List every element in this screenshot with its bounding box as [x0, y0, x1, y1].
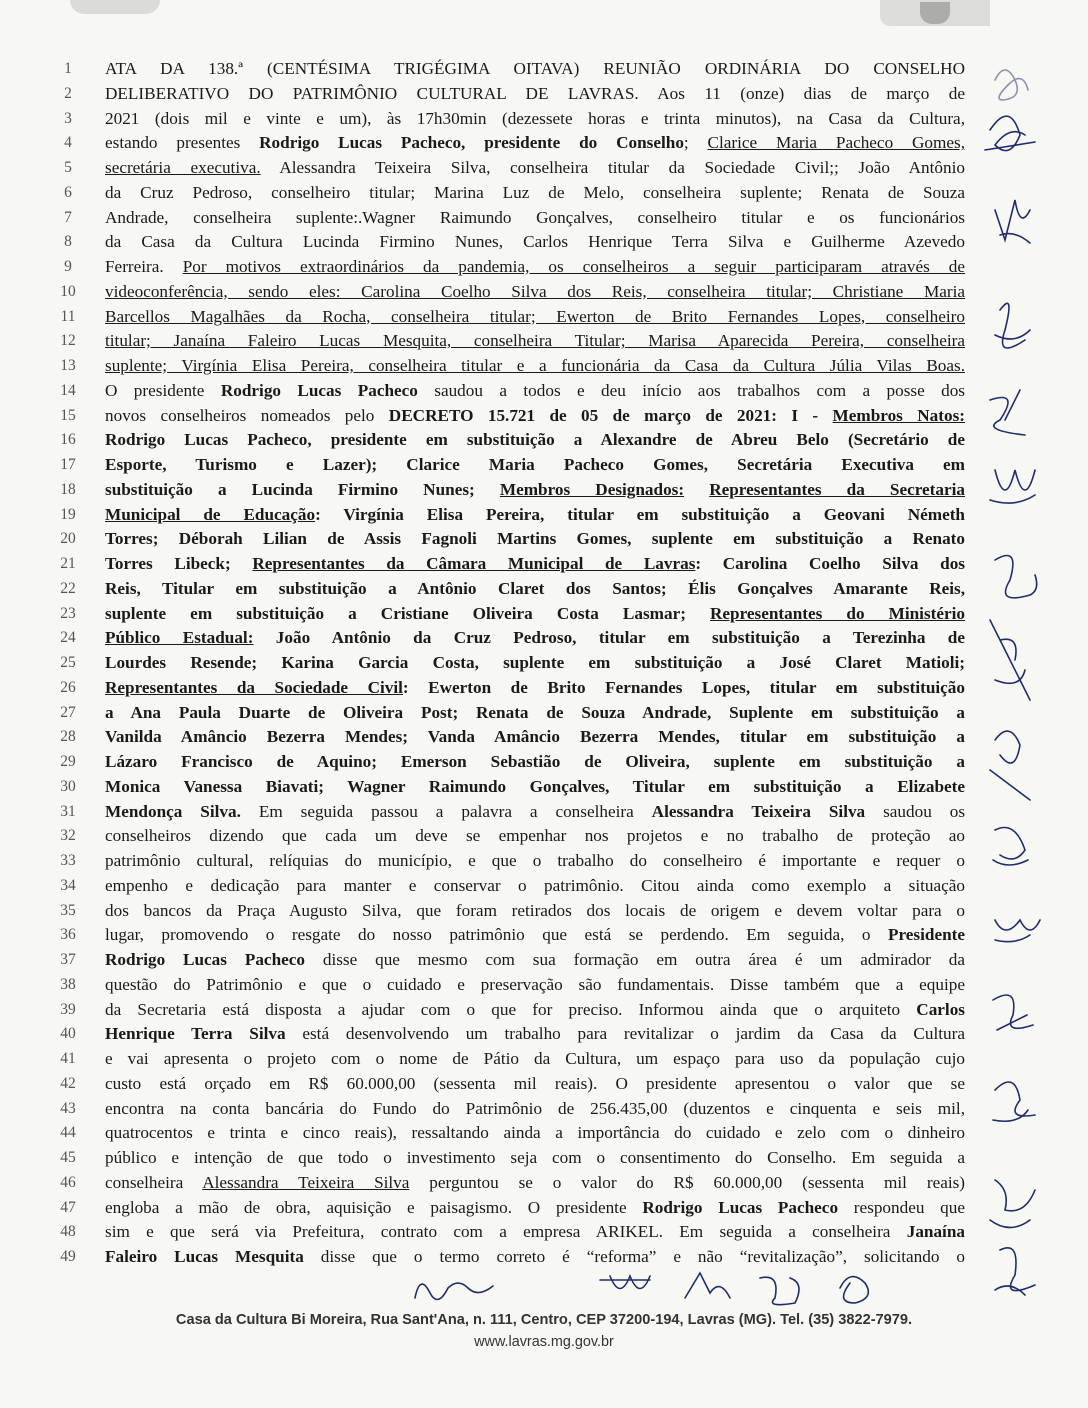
signature-mark-5: [990, 390, 1025, 435]
line-number: 16: [60, 431, 76, 449]
line-text: [105, 280, 965, 305]
text-run: Rodrigo Lucas Pacheco, presidente do Conselho: [259, 133, 684, 153]
text-line: [55, 998, 965, 1023]
line-text: [105, 379, 965, 404]
line-number: 7: [64, 208, 72, 226]
text-run: engloba a mão de obra, aquisição e paisagismo. O presidente: [105, 1197, 643, 1217]
line-number: 49: [60, 1248, 76, 1265]
line-text: [105, 899, 965, 924]
text-run: Mendonça Silva.: [105, 801, 241, 821]
line-text: [105, 874, 965, 899]
text-run: Rodrigo Lucas Pacheco, presidente em substituição a Alexandre de Abreu Belo (Secretário de: [105, 430, 965, 450]
line-number: 36: [60, 926, 76, 944]
line-number: 32: [60, 827, 76, 845]
line-number: 28: [60, 728, 76, 746]
text-line: [55, 750, 965, 775]
bottom-signatures: [400, 1268, 960, 1308]
line-number: 41: [60, 1050, 76, 1067]
text-run: : Virgínia Elisa Pereira, titular em substituição a Geovani Németh: [315, 504, 965, 524]
line-text: [105, 305, 965, 330]
margin-signatures: [975, 40, 1055, 1320]
line-number: 2: [64, 84, 72, 102]
line-number: 5: [64, 159, 72, 176]
text-line: [55, 800, 965, 825]
text-run: da Secretaria está disposta a ajudar com o que for preciso. Informou ainda que o arquiteto: [105, 999, 917, 1019]
text-run: disse que o termo correto é “reforma” e não “revitalização”, solicitando o: [303, 1247, 965, 1266]
text-run: Rodrigo Lucas Pacheco: [642, 1197, 839, 1217]
line-text: [105, 676, 965, 701]
line-text: [105, 156, 965, 181]
text-run: : Ewerton de Brito Fernandes Lopes, titular em substituição: [402, 677, 965, 697]
text-run: Henrique Terra Silva: [105, 1024, 286, 1044]
line-number: 42: [60, 1074, 76, 1092]
signature-mark-13: [993, 1082, 1035, 1121]
line-number: 44: [60, 1124, 76, 1142]
text-line: [55, 428, 965, 453]
line-number: 46: [60, 1173, 76, 1191]
text-run: O presidente: [105, 380, 221, 400]
text-line: [55, 899, 965, 924]
text-run: público e intenção de que todo o investimento seja com o consentimento do Conselho. Em seguida a: [105, 1148, 965, 1167]
text-run: saudou os: [865, 801, 966, 821]
text-run: Lázaro Francisco de Aquino; Emerson Sebastião de Oliveira, suplente em substituição a: [105, 752, 965, 771]
text-line: [55, 1220, 965, 1245]
text-run: João Antônio da Cruz Pedroso, titular em substituição a Terezinha de: [253, 628, 965, 648]
text-line: [55, 874, 965, 899]
text-run: Representantes da Sociedade Civil: [105, 677, 403, 697]
signature-bottom-4: [760, 1277, 799, 1305]
text-run: Clarice Maria Pacheco Gomes,: [707, 133, 965, 153]
text-run: conselheiros dizendo que cada um deve se empenhar nos projetos e no trabalho de proteção ao: [105, 826, 965, 846]
text-run: a Ana Paula Duarte de Oliveira Post; Renata de Souza Andrade, Suplente em substituição a: [105, 702, 965, 722]
line-text: [105, 849, 965, 874]
line-number: 39: [60, 1000, 76, 1018]
line-text: [105, 602, 965, 627]
signature-mark-8: [990, 620, 1030, 700]
text-run: Monica Vanessa Biavati; Wagner Raimundo Gonçalves, Titular em substituição a Elizabete: [105, 776, 965, 796]
text-run: 2021 (dois mil e vinte e um), às 17h30min (dezessete horas e trinta minutos), na Casa da Cultura,: [105, 108, 965, 128]
text-line: [55, 280, 965, 305]
text-run: ;: [683, 133, 708, 153]
text-run: Por motivos extraordinários da pandemia, os conselheiros a seguir participaram através de: [182, 257, 965, 276]
text-line: [55, 107, 965, 132]
text-line: [55, 503, 965, 528]
text-line: [55, 1146, 965, 1171]
text-line: [55, 230, 965, 255]
text-run: Presidente: [887, 925, 965, 945]
text-run: Membros Natos:: [832, 405, 965, 425]
line-number: 40: [60, 1025, 76, 1043]
line-number: 3: [64, 109, 72, 127]
line-text: [105, 923, 965, 948]
signature-mark-4: [995, 303, 1030, 348]
text-run: Alessandra Teixeira Silva: [202, 1172, 410, 1192]
top-stamp-left: [70, 0, 160, 14]
text-run: Representantes da Câmara Municipal de Lavras: [252, 554, 696, 573]
signature-mark-7: [995, 556, 1037, 598]
line-number: 47: [60, 1198, 76, 1216]
text-line: [55, 577, 965, 602]
text-line: [55, 849, 965, 874]
text-run: sim e que será via Prefeitura, contrato com a empresa ARIKEL. Em seguida a conselheira: [105, 1222, 907, 1242]
line-text: [105, 1072, 965, 1097]
text-line: [55, 478, 965, 503]
text-run: substituição a Lucinda Firmino Nunes;: [105, 479, 500, 499]
line-text: [105, 230, 965, 255]
footer-website: www.lavras.mg.gov.br: [474, 1334, 614, 1350]
text-line: [55, 651, 965, 676]
line-text: [105, 527, 965, 552]
line-number: 22: [60, 579, 76, 597]
line-text: [105, 1121, 965, 1146]
line-text: [105, 1220, 965, 1245]
line-text: [105, 107, 965, 132]
line-number: 13: [60, 357, 76, 374]
line-number: 45: [60, 1149, 76, 1166]
text-run: secretária executiva.: [105, 158, 261, 177]
text-line: [55, 1171, 965, 1196]
line-text: [105, 1171, 965, 1196]
line-text: [105, 1245, 965, 1270]
text-line: [55, 725, 965, 750]
text-run: Representantes da Secretaria: [709, 479, 965, 499]
signature-bottom-3: [685, 1273, 730, 1298]
text-run: empenho e dedicação para manter e conservar o patrimônio. Citou ainda como exemplo a situação: [105, 875, 965, 895]
text-line: [55, 552, 965, 577]
text-run: Torres; Déborah Lilian de Assis Fagnoli Martins Gomes, suplente em substituição a Renato: [105, 529, 965, 549]
text-run: Municipal de Educação: [105, 504, 316, 524]
text-run: Reis, Titular em substituição a Antônio Claret dos Santos; Élis Gonçalves Amarante Reis,: [105, 578, 965, 598]
text-run: Alessandra Teixeira Silva, conselheira titular da Sociedade Civil;; João Antônio: [260, 158, 965, 177]
text-line: [55, 1196, 965, 1221]
text-line: [55, 1245, 965, 1270]
line-number: 17: [60, 456, 76, 473]
line-number: 24: [60, 629, 76, 647]
text-run: patrimônio cultural, relíquias do município, e que o trabalho do conselheiro é importante e requer o: [105, 851, 965, 870]
text-line: [55, 1022, 965, 1047]
line-text: [105, 57, 965, 82]
line-number: 26: [60, 678, 76, 696]
text-line: [55, 701, 965, 726]
text-line: [55, 453, 965, 478]
line-number: 18: [60, 480, 76, 498]
line-number: 25: [60, 654, 76, 671]
text-run: Andrade, conselheira suplente:.Wagner Raimundo Gonçalves, conselheiro titular e os funcionários: [105, 207, 965, 227]
text-run: suplente; Virgínia Elisa Pereira, conselheira titular e a funcionária da Casa da Cultura Júlia Vilas Boas.: [105, 356, 965, 375]
line-text: [105, 428, 965, 453]
line-text: [105, 973, 965, 998]
line-number: 27: [60, 703, 76, 721]
text-run: Alessandra Teixeira Silva: [651, 801, 866, 821]
text-run: respondeu que: [838, 1197, 965, 1217]
text-line: [55, 602, 965, 627]
line-number: 10: [60, 282, 76, 300]
top-seal-stamp: [880, 0, 990, 26]
text-line: [55, 824, 965, 849]
line-number: 31: [60, 802, 76, 820]
line-text: [105, 453, 965, 478]
line-text: [105, 1146, 965, 1171]
text-run: e vai apresenta o projeto com o nome de Pátio da Cultura, um espaço para uso da população cujo: [105, 1049, 965, 1068]
text-line: [55, 57, 965, 82]
text-run: encontra na conta bancária do Fundo do Patrimônio de 256.435,00 (duzentos e cinquenta e seis mil,: [105, 1098, 965, 1118]
line-number: 48: [60, 1223, 76, 1241]
signature-mark-11: [995, 920, 1040, 942]
line-text: [105, 131, 965, 156]
text-run: DECRETO 15.721 de 05 de março de 2021: I -: [388, 405, 833, 425]
text-line: [55, 1047, 965, 1072]
line-number: 43: [60, 1099, 76, 1117]
text-line: [55, 1097, 965, 1122]
line-number: 9: [64, 258, 72, 275]
text-run: Faleiro Lucas Mesquita: [105, 1247, 304, 1266]
text-run: Janaína: [906, 1222, 965, 1242]
line-text: [105, 775, 965, 800]
text-run: Carlos: [916, 999, 965, 1019]
line-number: 11: [60, 307, 76, 325]
line-number: 1: [64, 60, 72, 77]
text-line: [55, 181, 965, 206]
text-line: [55, 404, 965, 429]
signature-mark-2: [985, 116, 1035, 150]
text-run: disse que mesmo com sua formação em outra área é um admirador da: [304, 950, 965, 969]
text-run: : Carolina Coelho Silva dos: [695, 554, 965, 573]
text-run: está desenvolvendo um trabalho para revitalizar o jardim da Casa da Cultura: [285, 1024, 965, 1044]
text-line: [55, 329, 965, 354]
minutes-text-body: [55, 57, 965, 1270]
text-line: [55, 156, 965, 181]
text-run: da Casa da Cultura Lucinda Firmino Nunes, Carlos Henrique Terra Silva e Guilherme Azevedo: [105, 232, 965, 252]
text-run: perguntou se o valor do R$ 60.000,00 (sessenta mil reais): [409, 1172, 966, 1192]
line-number: 30: [60, 777, 76, 795]
signature-mark-12: [993, 995, 1033, 1030]
text-run: Representantes do Ministério: [710, 603, 965, 623]
text-line: [55, 923, 965, 948]
footer-address: Casa da Cultura Bi Moreira, Rua Sant'Ana, n. 111, Centro, CEP 37200-194, Lavras (MG). Tel. (35) 3822-7979.: [175, 1312, 913, 1328]
seal-icon: [920, 2, 950, 24]
line-number: 6: [64, 183, 72, 201]
text-run: Rodrigo Lucas Pacheco: [220, 380, 418, 400]
text-line: [55, 82, 965, 107]
text-run: saudou a todos e deu início aos trabalhos com a posse dos: [417, 380, 965, 400]
line-number: 37: [60, 951, 76, 968]
text-line: [55, 206, 965, 231]
text-run: Torres Libeck;: [105, 554, 253, 573]
line-text: [105, 1047, 965, 1072]
line-text: [105, 948, 965, 973]
text-run: estando presentes: [105, 133, 260, 153]
line-text: [105, 354, 965, 379]
signature-mark-6: [990, 470, 1035, 503]
line-number: 21: [60, 555, 76, 572]
signature-bottom-1: [415, 1283, 493, 1299]
text-run: Lourdes Resende; Karina Garcia Costa, suplente em substituição a José Claret Matioli;: [105, 653, 965, 672]
line-text: [105, 651, 965, 676]
line-text: [105, 329, 965, 354]
line-text: [105, 82, 965, 107]
line-number: 14: [60, 381, 76, 399]
line-text: [105, 1097, 965, 1122]
line-number: 4: [64, 134, 72, 152]
line-text: [105, 626, 965, 651]
line-text: [105, 404, 965, 429]
line-text: [105, 725, 965, 750]
line-text: [105, 750, 965, 775]
signature-mark-1: [995, 70, 1028, 100]
text-run: Barcellos Magalhães da Rocha, conselheira titular; Ewerton de Brito Fernandes Lopes, conselheiro: [105, 306, 965, 326]
text-line: [55, 305, 965, 330]
text-run: Ferreira.: [105, 257, 183, 276]
line-text: [105, 206, 965, 231]
text-run: Membros Designados:: [499, 479, 685, 499]
line-text: [105, 800, 965, 825]
signature-mark-14: [990, 1180, 1035, 1228]
line-text: [105, 255, 965, 280]
text-run: da Cruz Pedroso, conselheiro titular; Marina Luz de Melo, conselheira suplente; Renata de Souza: [105, 182, 965, 202]
text-line: [55, 379, 965, 404]
text-line: [55, 775, 965, 800]
text-line: [55, 676, 965, 701]
signature-bottom-5: [840, 1277, 868, 1303]
line-number: 19: [60, 505, 76, 523]
text-run: videoconferência, sendo eles: Carolina Coelho Silva dos Reis, conselheira titular; Christiane Maria: [105, 281, 965, 301]
text-run: Vanilda Amâncio Bezerra Mendes; Vanda Amâncio Bezerra Mendes, titular em substituição a: [105, 727, 965, 747]
line-number: 20: [60, 530, 76, 548]
line-text: [105, 181, 965, 206]
line-text: [105, 478, 965, 503]
line-text: [105, 577, 965, 602]
text-line: [55, 973, 965, 998]
text-line: [55, 354, 965, 379]
line-text: [105, 1022, 965, 1047]
text-run: dos bancos da Praça Augusto Silva, que foram retirados dos locais de origem e devem voltar para o: [105, 900, 965, 920]
text-run: quatrocentos e trinta e cinco reais), ressaltando ainda a importância do cuidado e zelo com o dinheiro: [105, 1123, 965, 1143]
line-text: [105, 824, 965, 849]
line-text: [105, 503, 965, 528]
signature-mark-3: [995, 200, 1030, 243]
text-run: Rodrigo Lucas Pacheco: [105, 950, 305, 969]
text-line: [55, 948, 965, 973]
line-number: 29: [60, 753, 76, 770]
text-line: [55, 255, 965, 280]
text-line: [55, 626, 965, 651]
text-run: lugar, promovendo o resgate do nosso patrimônio que está se perdendo. Em seguida, o: [105, 925, 888, 945]
text-run: suplente em substituição a Cristiane Oliveira Costa Lasmar;: [105, 603, 710, 623]
line-number: 34: [60, 876, 76, 894]
line-text: [105, 1196, 965, 1221]
text-run: Em seguida passou a palavra a conselheira: [240, 801, 652, 821]
signature-bottom-2: [600, 1276, 650, 1289]
text-run: ATA DA 138.ª (CENTÉSIMA TRIGÉGIMA OITAVA) REUNIÃO ORDINÁRIA DO CONSELHO: [105, 59, 965, 78]
text-run: conselheira: [105, 1172, 203, 1192]
line-number: 35: [60, 901, 76, 919]
text-run: DELIBERATIVO DO PATRIMÔNIO CULTURAL DE LAVRAS. Aos 11 (onze) dias de março de: [105, 83, 965, 103]
text-line: [55, 1072, 965, 1097]
line-number: 33: [60, 852, 76, 869]
signature-mark-10: [993, 828, 1028, 866]
text-run: questão do Patrimônio e que o cuidado e preservação são fundamentais. Disse também que a equipe: [105, 974, 965, 994]
text-line: [55, 131, 965, 156]
line-number: 38: [60, 975, 76, 993]
line-number: 15: [60, 406, 76, 424]
text-run: Público Estadual:: [105, 628, 254, 648]
text-run: [684, 480, 709, 499]
signature-mark-15: [995, 1248, 1035, 1295]
line-text: [105, 552, 965, 577]
line-number: 12: [60, 332, 76, 350]
text-run: titular; Janaína Faleiro Lucas Mesquita, conselheira Titular; Marisa Aparecida Pereira, conselheira: [105, 331, 965, 351]
line-number: 23: [60, 604, 76, 622]
line-text: [105, 701, 965, 726]
text-line: [55, 1121, 965, 1146]
text-run: novos conselheiros nomeados pelo: [105, 405, 389, 425]
line-text: [105, 998, 965, 1023]
text-run: Esporte, Turismo e Lazer); Clarice Maria Pacheco Gomes, Secretária Executiva em: [105, 455, 965, 474]
text-run: custo está orçado em R$ 60.000,00 (sessenta mil reais). O presidente apresentou o valor que se: [105, 1073, 965, 1093]
signature-mark-9: [990, 731, 1030, 800]
line-number: 8: [64, 233, 72, 251]
text-line: [55, 527, 965, 552]
